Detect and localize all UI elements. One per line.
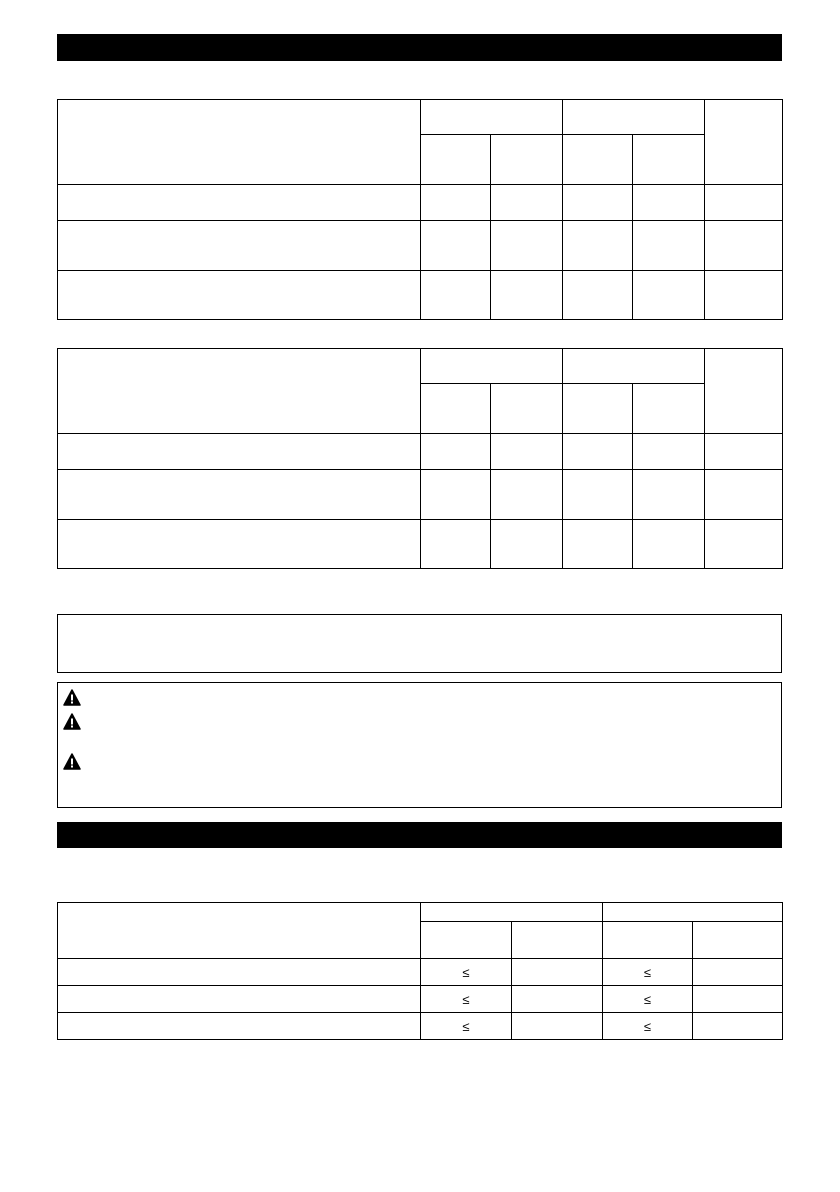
table2-group-header: [421, 349, 563, 384]
table-cell: [491, 470, 563, 520]
table1-corner-header: [58, 100, 421, 185]
warning-icon: [63, 753, 81, 770]
table-cell: [693, 1013, 783, 1040]
table-cell: [421, 470, 491, 520]
table-row: [58, 470, 783, 520]
table-cell: [421, 520, 491, 569]
row-label: [58, 470, 421, 520]
table-cell: [693, 959, 783, 986]
table-cell: [705, 185, 783, 221]
table-row: [58, 1013, 783, 1040]
table2-corner-header: [58, 349, 421, 434]
table1-sub-header: [633, 135, 705, 185]
table3-sub-header: [421, 922, 512, 959]
table-cell: ≤: [421, 986, 512, 1013]
warning-icon: [63, 713, 81, 730]
table-cell: [563, 271, 633, 320]
row-label: [58, 271, 421, 320]
warning-icon: [63, 689, 81, 706]
table2-sub-header: [421, 384, 491, 434]
table-cell: [563, 434, 633, 470]
table-cell: ≤: [603, 986, 693, 1013]
spec-table-3: [57, 902, 783, 1040]
section-bar-top: [57, 34, 782, 61]
table-cell: [633, 271, 705, 320]
table-cell: [491, 271, 563, 320]
table-row: [58, 271, 783, 320]
table1-sub-header: [563, 135, 633, 185]
note-box: [57, 614, 782, 673]
table-cell: [705, 221, 783, 271]
table1-group-header: [705, 100, 783, 185]
table-cell: [512, 1013, 603, 1040]
section-bar-middle: [57, 822, 782, 848]
table2-sub-header: [491, 384, 563, 434]
table-row: [58, 959, 783, 986]
warning-item: [63, 753, 87, 770]
table-cell: [512, 959, 603, 986]
row-label: [58, 959, 421, 986]
row-label: [58, 986, 421, 1013]
table-row: [58, 221, 783, 271]
table-cell: [491, 185, 563, 221]
row-label: [58, 1013, 421, 1040]
table1-group-header: [421, 100, 563, 135]
table-cell: [421, 185, 491, 221]
table-cell: [705, 470, 783, 520]
table-cell: [633, 434, 705, 470]
row-label: [58, 520, 421, 569]
table-cell: [705, 520, 783, 569]
table2-sub-header: [563, 384, 633, 434]
table-cell: [563, 221, 633, 271]
table-cell: [563, 520, 633, 569]
table3-sub-header: [512, 922, 603, 959]
table2-group-header: [705, 349, 783, 434]
table2-sub-header: [633, 384, 705, 434]
table-row: [58, 986, 783, 1013]
table-cell: [421, 221, 491, 271]
table-cell: [491, 221, 563, 271]
spec-table-1: [57, 99, 783, 320]
table-cell: ≤: [603, 959, 693, 986]
table-cell: ≤: [421, 959, 512, 986]
table-cell: [633, 221, 705, 271]
table-row: [58, 185, 783, 221]
table-cell: [705, 271, 783, 320]
table-cell: [563, 470, 633, 520]
table-cell: [563, 185, 633, 221]
table3-corner-header: [58, 903, 421, 959]
table3-sub-header: [603, 922, 693, 959]
table1-sub-header: [421, 135, 491, 185]
table-cell: [693, 986, 783, 1013]
table3-group-header: [421, 903, 603, 922]
table-cell: ≤: [421, 1013, 512, 1040]
table2-group-header: [563, 349, 705, 384]
table3-sub-header: [693, 922, 783, 959]
table-cell: [633, 185, 705, 221]
warning-item: [63, 713, 87, 730]
table1-group-header: [563, 100, 705, 135]
row-label: [58, 221, 421, 271]
table-row: [58, 434, 783, 470]
table-cell: [633, 470, 705, 520]
table-cell: ≤: [603, 1013, 693, 1040]
table-cell: [491, 520, 563, 569]
table-cell: [705, 434, 783, 470]
table1-sub-header: [491, 135, 563, 185]
warning-box: [57, 682, 782, 808]
table-cell: [512, 986, 603, 1013]
table-cell: [633, 520, 705, 569]
table-cell: [421, 434, 491, 470]
spec-table-2: [57, 348, 783, 569]
row-label: [58, 434, 421, 470]
row-label: [58, 185, 421, 221]
table3-group-header: [603, 903, 783, 922]
table-row: [58, 520, 783, 569]
table-cell: [421, 271, 491, 320]
table-cell: [491, 434, 563, 470]
warning-item: [63, 689, 87, 706]
